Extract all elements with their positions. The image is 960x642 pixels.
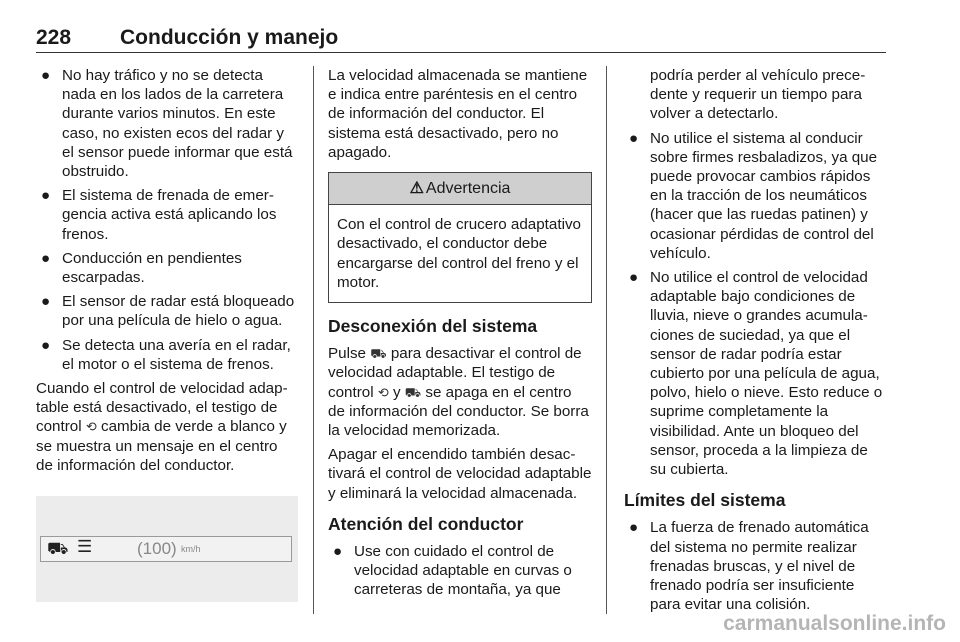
list-item: ● No hay tráfico y no se detecta nada en los lados de la carretera durante varios minutos. En este caso, no existen ecos del radar y el sensor puede informar que está obstruido. (41, 67, 293, 181)
vehicle-ahead-icon: ⛟ (47, 539, 69, 558)
column-divider (313, 66, 314, 614)
attention-list (328, 542, 592, 600)
list-item: ● Se detecta una avería en el radar, el motor o el sistema de frenos. (41, 336, 291, 373)
column-3 (624, 66, 888, 619)
limits-list (624, 518, 888, 614)
driver-info-display-image (36, 496, 298, 602)
list-item: ● No utilice el sistema al conducir sobre firmes resbaladizos, ya que puede provocar cambios rápidos en la tracción de los neumáticos (hacer que las ruedas patinen) y ocasionar pérdidas de control del vehículo. (629, 129, 878, 262)
ignition-paragraph: Apagar el encendido también desactivará el control de velocidad adaptable y eliminará la velocidad almacenada. (328, 446, 592, 502)
bullet-icon: ● (41, 249, 51, 267)
section-heading: Atención del conductor (328, 513, 524, 534)
list-item: ● Use con cuidado el control de velocidad adaptable en curvas o carreteras de montaña, ya que (333, 543, 572, 599)
acc-button-icon: ⛟ (370, 346, 387, 362)
speed-unit: km/h (181, 544, 201, 554)
caution-list (624, 129, 888, 480)
conditions-list (36, 66, 298, 374)
bullet-icon: ● (629, 519, 639, 537)
bullet-icon: ● (629, 269, 639, 287)
deactivation-paragraph: Cuando el control de velocidad adaptable está desactivado, el testigo de control ⟲ cambia de verde a blanco y se muestra un mensaje en el centro de información del conductor. (36, 380, 288, 474)
warning-text: Con el control de crucero adaptativo desactivado, el conductor debe encargarse del control del freno y el motor. (337, 216, 581, 291)
list-item: ● El sensor de radar está bloqueado por una película de hielo o agua. (41, 293, 295, 330)
display-bar (40, 536, 292, 562)
section-heading: Desconexión del sistema (328, 316, 538, 337)
acc-indicator-icon: ⛟ (404, 384, 422, 400)
list-item: ● No utilice el control de velocidad adaptable bajo condiciones de lluvia, nieve o grandes acumulaciones de suciedad, ya que el sensor de radar podría estar cubierto por una película de agua, polvo, hielo o nieve. Esto reduce o suprime completamente la visibilidad. Ante un bloqueo del sensor, proceda a la limpieza de su cubierta. (629, 269, 883, 479)
page-title: Conducción y manejo (120, 26, 339, 49)
bullet-icon: ● (41, 187, 51, 205)
bullet-icon: ● (41, 336, 51, 354)
column-2 (328, 66, 592, 605)
list-item: ● El sistema de frenada de emergencia activa está aplicando los frenos. (41, 187, 277, 243)
page-header (36, 18, 886, 50)
cruise-control-icon: ⟲ (377, 384, 389, 400)
column-divider (606, 66, 607, 614)
column-1 (36, 66, 298, 480)
warning-icon: ⚠ (409, 180, 424, 198)
continued-text: podría perder al vehículo precedente y requerir un tiempo para volver a detectarlo. (650, 67, 866, 123)
cruise-control-icon: ⟲ (85, 419, 97, 435)
list-item: ● La fuerza de frenado automática del sistema no permite realizar frenadas bruscas, y el nivel de frenado podría ser insuficiente para evitar una colisión. (629, 519, 869, 614)
warning-box (328, 172, 592, 303)
list-item: ● Conducción en pendientes escarpadas. (41, 249, 242, 287)
section-heading: Límites del sistema (624, 490, 786, 511)
bullet-icon: ● (41, 67, 51, 84)
header-rule (36, 52, 886, 53)
bullet-icon: ● (629, 129, 639, 147)
page-number: 228 (36, 26, 72, 49)
lane-distance-icon: ☰ (77, 537, 93, 556)
intro-paragraph: La velocidad almacenada se mantiene e indica entre paréntesis en el centro de información del conductor. El sistema está desactivado, pero no apagado. (328, 67, 588, 161)
bullet-icon: ● (333, 543, 343, 561)
bullet-icon: ● (41, 293, 51, 311)
disconnect-paragraph: Pulse ⛟ para desactivar el control de velocidad adaptable. El testigo de control ⟲ y ⛟ se apaga en el centro de información del conductor. Se borra la velocidad memorizada. (328, 345, 589, 440)
stored-speed: (100) (137, 539, 177, 558)
watermark: carmanualsonline.info (723, 612, 946, 635)
warning-header: ⚠ Advertencia (329, 173, 591, 205)
